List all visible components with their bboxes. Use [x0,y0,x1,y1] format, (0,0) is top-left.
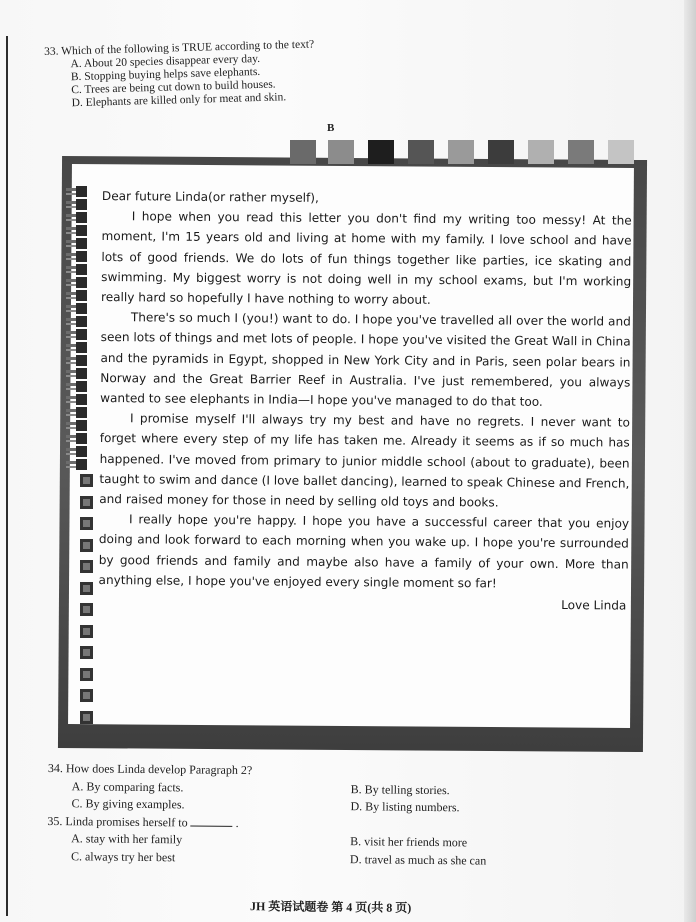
question-33-option-d: D. Elephants are killed only for meat and skin. [71,91,287,110]
letter-paragraph-4: I really hope you're happy. I hope you have a successful career that you enjoy doing and look forward to each morning when you wake up. I hope you're surrounded by good friends and family and maybe also have a family of your own. More than anything else, I hope you've enjoyed every single moment so far! [98,512,630,591]
question-34-option-c: C. By giving examples. [71,796,185,812]
question-34-option-d: D. By listing numbers. [350,799,460,815]
spiral-ring [66,314,88,328]
notebook-tab [408,140,434,164]
notebook-tab [290,140,316,164]
question-34-option-a: A. By comparing facts. [71,778,184,794]
spiral-ring [66,340,88,354]
spiral-ring [66,223,88,237]
spiral-ring [66,197,88,211]
notebook-tab [368,140,394,164]
letter-paragraph-2: There's so much I (you!) want to do. I hope you've travelled all over the world and seen lots of things and met lots of people. I hope you've visited the Great Wall in China and the pyramids in Egypt, shopped in New York City and in Paris, seen polar bears in Norway and the Great Barrier Reef in Australia. I've just remembered, you always wanted to see elephants in India—I hope you've managed to do that too. [100,310,631,409]
letter-text [98,186,632,616]
question-33-option-b: B. Stopping buying helps save elephants. [70,65,261,84]
letter-greeting: Dear future Linda(or rather myself), [101,188,319,205]
binding-hole [80,474,93,487]
binding-hole [80,625,93,638]
spiral-ring [66,262,88,276]
question-33-option-c: C. Trees are being cut down to build houses. [71,78,276,97]
binding-hole [80,711,93,724]
question-33 [44,34,466,111]
spiral-ring [66,236,88,250]
spiral-ring [66,457,88,471]
spiral-ring [66,275,88,289]
notebook-tab [528,140,554,164]
spiral-ring [66,379,88,393]
answer-blank [191,815,233,826]
binding-hole [80,603,93,616]
notebook-tab [608,140,634,164]
question-35-option-d: D. travel as much as she can [349,851,487,868]
binding-hole [80,539,93,552]
binding-hole [80,582,93,595]
question-35-option-a: A. stay with her family [71,831,183,847]
question-35-option-b: B. visit her friends more [350,834,468,850]
binding-hole [80,560,93,573]
letter-signoff: Love Linda [561,598,627,613]
question-33-option-a: A. About 20 species disappear every day. [70,52,261,71]
notebook-tab [488,140,514,164]
spiral-ring [66,184,88,198]
spiral-binding [66,184,96,744]
spiral-ring [66,288,88,302]
questions-34-35 [47,760,648,871]
question-34-option-b: B. By telling stories. [350,781,450,797]
section-mark: B [327,122,335,134]
spiral-ring [66,353,88,367]
spiral-ring [66,431,88,445]
notebook-tab [568,140,594,164]
letter-paragraph-3: I promise myself I'll always try my best and have no regrets. I never want to forget where every step of my life has taken me. Already it seems as if so much has happened. I've moved from primary to junior middle school (about to graduate), been taught to swim and dance (I love ballet dancing), learned to speak Chinese and French, and raised money for those in need by selling old toys and books. [99,411,631,510]
question-34-stem: 34. How does Linda develop Paragraph 2? [47,760,253,778]
binding-hole [80,668,93,681]
spiral-ring [66,249,88,263]
notebook-tab-strip [290,140,640,164]
spiral-ring [66,366,88,380]
page-fold-edge [684,0,696,922]
page-footer: JH 英语试题卷 第 4 页(共 8 页) [249,899,412,915]
question-35-stem-end: . [235,815,239,830]
sheet-binding-edge [6,36,8,916]
spiral-ring [66,301,88,315]
binding-hole [80,517,93,530]
spiral-ring [66,210,88,224]
spiral-ring [66,327,88,341]
spiral-ring [66,405,88,419]
spiral-ring [66,418,88,432]
notebook-tab [328,140,354,164]
question-35-stem-text: 35. Linda promises herself to [47,813,188,829]
letter-paragraph-1: I hope when you read this letter you don't find my writing too messy! At the moment, I'm 15 years old and living at home with my family. I love school and have lots of good friends. We do lots of fun things together like parties, ice skating and swimming. My biggest worry is not doing well in my school exams, but I'm working really hard so hopefully I have nothing to worry about. [100,209,632,307]
binding-hole [80,689,93,702]
question-33-stem: 33. Which of the following is TRUE according to the text? [44,38,315,58]
question-35-option-c: C. always try her best [70,848,176,864]
binding-hole [80,646,93,659]
binding-hole [80,496,93,509]
spiral-ring [66,392,88,406]
spiral-ring [66,444,88,458]
notebook-tab [448,140,474,164]
